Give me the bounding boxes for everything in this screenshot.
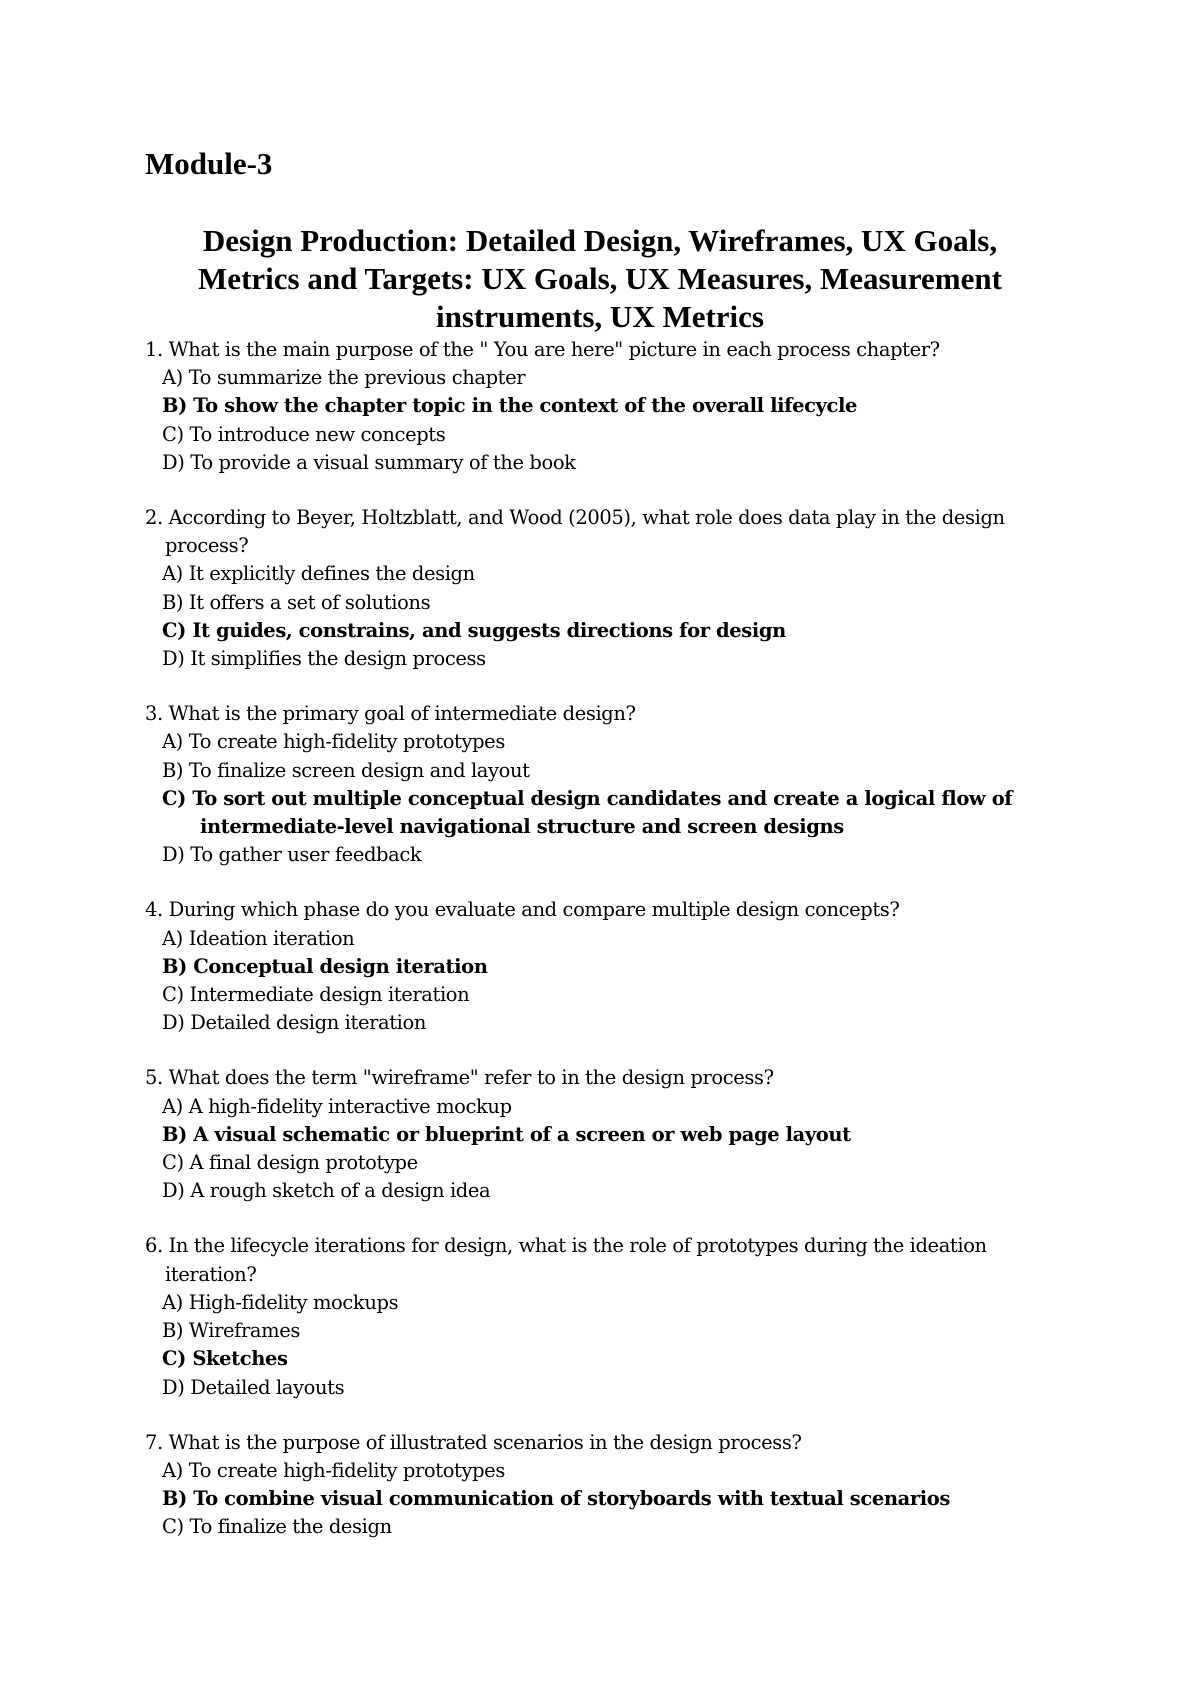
answer-option-b: B) It offers a set of solutions: [162, 590, 431, 614]
question-1: [145, 336, 1075, 477]
question-list: [145, 336, 1075, 1569]
correct-answer-option-b: B) A visual schematic or blueprint of a screen or web page layout: [162, 1122, 851, 1146]
answer-option-a: A) A high-fidelity interactive mockup: [162, 1094, 512, 1118]
module-title: Module-3: [145, 146, 273, 181]
correct-answer-option-c: C) Sketches: [162, 1347, 288, 1371]
question-3: [145, 700, 1075, 869]
correct-answer-option-b: B) To combine visual communication of storyboards with textual scenarios: [162, 1487, 950, 1511]
document-title-line: instruments, UX Metrics: [435, 299, 764, 334]
answer-option-b: B) To finalize screen design and layout: [162, 758, 530, 782]
question-4: [145, 896, 1075, 1037]
question-6: [145, 1232, 1075, 1401]
document-title-line: Metrics and Targets: UX Goals, UX Measures, Measurement: [198, 261, 1002, 296]
answer-option-d: D) To gather user feedback: [162, 843, 422, 867]
document-title: [140, 222, 1060, 336]
answer-option-a: A) Ideation iteration: [162, 926, 355, 950]
answer-option-a: A) To summarize the previous chapter: [162, 366, 526, 390]
question-text: 5. What does the term "wireframe" refer to in the design process?: [145, 1066, 774, 1090]
answer-option-c: C) To finalize the design: [162, 1515, 392, 1539]
correct-answer-option-c: C) To sort out multiple conceptual design candidates and create a logical flow of intermediate-level navigational structure and screen designs: [162, 786, 1013, 839]
answer-option-a: A) To create high-fidelity prototypes: [162, 1458, 505, 1482]
document-title-line: Design Production: Detailed Design, Wireframes, UX Goals,: [202, 223, 998, 258]
question-text: 2. According to Beyer, Holtzblatt, and Wood (2005), what role does data play in the design process?: [145, 506, 1005, 558]
answer-option-d: D) To provide a visual summary of the book: [162, 450, 576, 474]
correct-answer-option-b: B) To show the chapter topic in the context of the overall lifecycle: [162, 394, 857, 418]
answer-option-c: C) A final design prototype: [162, 1151, 418, 1175]
answer-option-d: D) It simplifies the design process: [162, 647, 486, 671]
question-text: 7. What is the purpose of illustrated scenarios in the design process?: [145, 1430, 802, 1454]
answer-option-d: D) Detailed layouts: [162, 1375, 345, 1399]
answer-option-a: A) It explicitly defines the design: [162, 562, 475, 586]
question-text: 1. What is the main purpose of the " You are here" picture in each process chapter?: [145, 338, 940, 361]
question-text: 3. What is the primary goal of intermediate design?: [145, 702, 636, 726]
answer-option-b: B) Wireframes: [162, 1319, 300, 1343]
answer-option-d: D) A rough sketch of a design idea: [162, 1179, 491, 1203]
question-7: [145, 1429, 1075, 1542]
question-5: [145, 1064, 1075, 1205]
answer-option-a: A) High-fidelity mockups: [162, 1290, 399, 1314]
answer-option-a: A) To create high-fidelity prototypes: [162, 730, 505, 754]
question-2: [145, 504, 1075, 673]
question-text: 4. During which phase do you evaluate and compare multiple design concepts?: [145, 898, 900, 922]
answer-option-c: C) Intermediate design iteration: [162, 983, 470, 1007]
question-text: 6. In the lifecycle iterations for design, what is the role of prototypes during the ideation iteration?: [145, 1234, 987, 1286]
correct-answer-option-b: B) Conceptual design iteration: [162, 954, 488, 978]
answer-option-c: C) To introduce new concepts: [162, 422, 446, 446]
correct-answer-option-c: C) It guides, constrains, and suggests directions for design: [162, 618, 786, 642]
answer-option-d: D) Detailed design iteration: [162, 1011, 427, 1035]
